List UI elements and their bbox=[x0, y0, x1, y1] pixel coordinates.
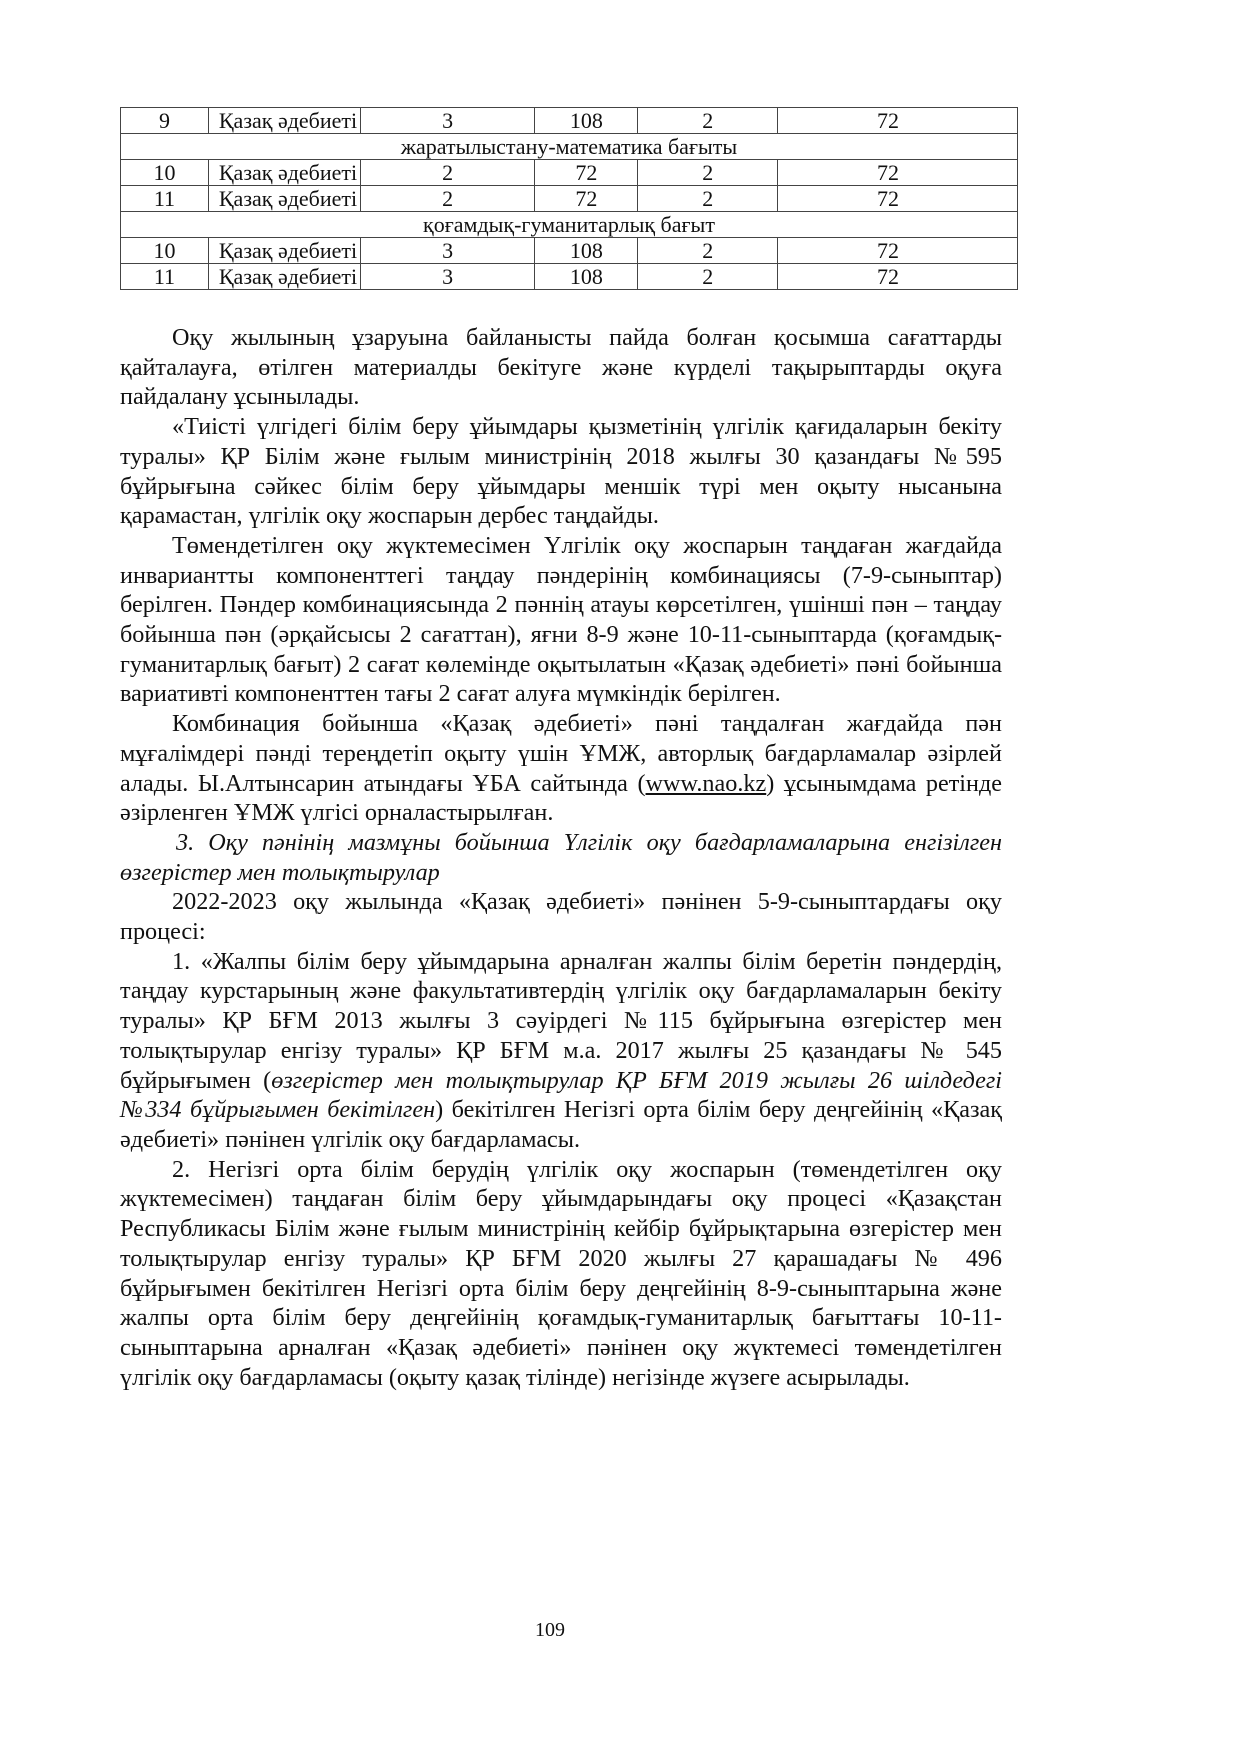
subject-cell: Қазақ әдебиеті bbox=[208, 160, 360, 186]
paragraph: «Тиісті үлгідегі білім беру ұйымдары қызметінің үлгілік қағидаларын бекіту туралы» ҚР Білім және ғылым министрінің 2018 жылғы 30 қазандағы №595 бұйрығына сәйкес білім беру ұйымдары меншік түрі мен оқыту нысанына қарамастан, үлгілік оқу жоспарын дербес таңдайды. bbox=[120, 413, 1002, 530]
weekly-hours-cell: 3 bbox=[360, 108, 535, 134]
annual-hours-cell: 72 bbox=[778, 160, 1018, 186]
section-label: жаратылыстану-математика бағыты bbox=[121, 134, 1018, 160]
weekly-hours-cell: 2 bbox=[638, 238, 778, 264]
paragraph-text: ) бекітілген Негізгі орта білім беру деңгейінің «Қазақ әдебиеті» пәнінен үлгілік оқу бағдарламасы. bbox=[120, 1096, 1002, 1153]
weekly-hours-cell: 2 bbox=[638, 264, 778, 290]
section-label: қоғамдық-гуманитарлық бағыт bbox=[121, 212, 1018, 238]
subject-cell: Қазақ әдебиеті bbox=[208, 264, 360, 290]
paragraph: 2022-2023 оқу жылында «Қазақ әдебиеті» пәнінен 5-9-сыныптардағы оқу процесі: bbox=[120, 888, 1002, 946]
weekly-hours-cell: 2 bbox=[360, 160, 535, 186]
annual-hours-cell: 108 bbox=[535, 238, 638, 264]
table-row bbox=[121, 264, 1018, 290]
paragraph-text: Комбинация бойынша «Қазақ әдебиеті» пәні таңдалған жағдайда пән мұғалімдері пәнді тереңдетіп оқыту үшін ҰМЖ, авторлық бағдарламалар әзірлей алады. Ы.Алтынсарин атындағы ҰБА сайтында ( bbox=[120, 710, 1002, 797]
table-section-row bbox=[121, 212, 1018, 238]
table-row bbox=[121, 108, 1018, 134]
page-number: 109 bbox=[535, 1619, 565, 1641]
annual-hours-cell: 72 bbox=[778, 238, 1018, 264]
subject-cell: Қазақ әдебиеті bbox=[208, 238, 360, 264]
paragraph: Төмендетілген оқу жүктемесімен Үлгілік оқу жоспарын таңдаған жағдайда инвариантты компоненттегі таңдау пәндерінің комбинациясы (7-9-сыныптар) берілген. Пәндер комбинациясында 2 пәннің атауы көрсетілген, үшінші пән – таңдау бойынша пән (әрқайсысы 2 сағаттан), яғни 8-9 және 10-11-сыныптарда (қоғамдық-гуманитарлық бағыт) 2 сағат көлемінде оқытылатын «Қазақ әдебиеті» пәні бойынша вариативті компоненттен тағы 2 сағат алуға мүмкіндік берілген. bbox=[120, 531, 1002, 708]
paragraph-text: ) ұсынымдама ретінде әзірленген ҰМЖ үлгісі орналастырылған. bbox=[120, 769, 1002, 827]
subject-cell: Қазақ әдебиеті bbox=[208, 108, 360, 134]
table-section-row bbox=[121, 134, 1018, 160]
weekly-hours-cell: 2 bbox=[638, 186, 778, 212]
annual-hours-cell: 108 bbox=[535, 264, 638, 290]
weekly-hours-cell: 2 bbox=[638, 108, 778, 134]
weekly-hours-cell: 2 bbox=[360, 186, 535, 212]
grade-cell: 10 bbox=[121, 160, 209, 186]
paragraph: Оқу жылының ұзаруына байланысты пайда болған қосымша сағаттарды қайталауға, өтілген материалды бекітуге және күрделі тақырыптарды оқуға пайдалану ұсынылады. bbox=[120, 324, 1002, 411]
body-text bbox=[120, 323, 1002, 1392]
section-heading: 3. Оқу пәнінің мазмұны бойынша Үлгілік оқу бағдарламаларына енгізілген өзгерістер мен толықтырулар bbox=[120, 828, 1002, 886]
weekly-hours-cell: 3 bbox=[360, 264, 535, 290]
grade-cell: 10 bbox=[121, 238, 209, 264]
paragraph-italic-text: өзгерістер мен толықтырулар ҚР БҒМ 2019 жылғы 26 шілдедегі №334 бұйрығымен бекітілген bbox=[120, 1066, 1002, 1124]
grade-cell: 11 bbox=[121, 264, 209, 290]
annual-hours-cell: 72 bbox=[778, 108, 1018, 134]
paragraph bbox=[120, 709, 1002, 828]
paragraph-text: 1. «Жалпы білім беру ұйымдарына арналған жалпы білім беретін пәндердің, таңдау курстарының және факультативтердің үлгілік оқу бағдарламаларын бекіту туралы» ҚР БҒМ 2013 жылғы 3 сәуірдегі №115 бұйрығына өзгерістер мен толықтырулар енгізу туралы» ҚР БҒМ м.а. 2017 жылғы 25 қазандағы № 545 бұйрығымен ( bbox=[120, 947, 1002, 1094]
table-row bbox=[121, 238, 1018, 264]
annual-hours-cell: 72 bbox=[535, 160, 638, 186]
weekly-hours-cell: 2 bbox=[638, 160, 778, 186]
annual-hours-cell: 72 bbox=[778, 264, 1018, 290]
nao-website-link[interactable]: www.nao.kz bbox=[645, 769, 767, 797]
annual-hours-cell: 108 bbox=[535, 108, 638, 134]
grade-cell: 11 bbox=[121, 186, 209, 212]
table-row bbox=[121, 160, 1018, 186]
paragraph: 2. Негізгі орта білім берудің үлгілік оқу жоспарын (төмендетілген оқу жүктемесімен) таңдаған білім беру ұйымдарындағы оқу процесі «Қазақстан Республикасы Білім және ғылым министрінің кейбір бұйрықтарына өзгерістер мен толықтырулар енгізу туралы» ҚР БҒМ 2020 жылғы 27 қарашадағы № 496 бұйрығымен бекітілген Негізгі орта білім беру деңгейінің 8-9-сыныптарына және жалпы орта білім беру деңгейінің қоғамдық-гуманитарлық бағыттағы 10-11-сыныптарына арналған «Қазақ әдебиеті» пәнінен оқу жүктемесі төмендетілген үлгілік оқу бағдарламасы (оқыту қазақ тілінде) негізінде жүзеге асырылады. bbox=[120, 1155, 1002, 1391]
paragraph bbox=[120, 947, 1002, 1155]
grade-cell: 9 bbox=[121, 108, 209, 134]
weekly-hours-cell: 3 bbox=[360, 238, 535, 264]
annual-hours-cell: 72 bbox=[535, 186, 638, 212]
subject-cell: Қазақ әдебиеті bbox=[208, 186, 360, 212]
annual-hours-cell: 72 bbox=[778, 186, 1018, 212]
hours-table bbox=[120, 107, 1018, 290]
table-row bbox=[121, 186, 1018, 212]
